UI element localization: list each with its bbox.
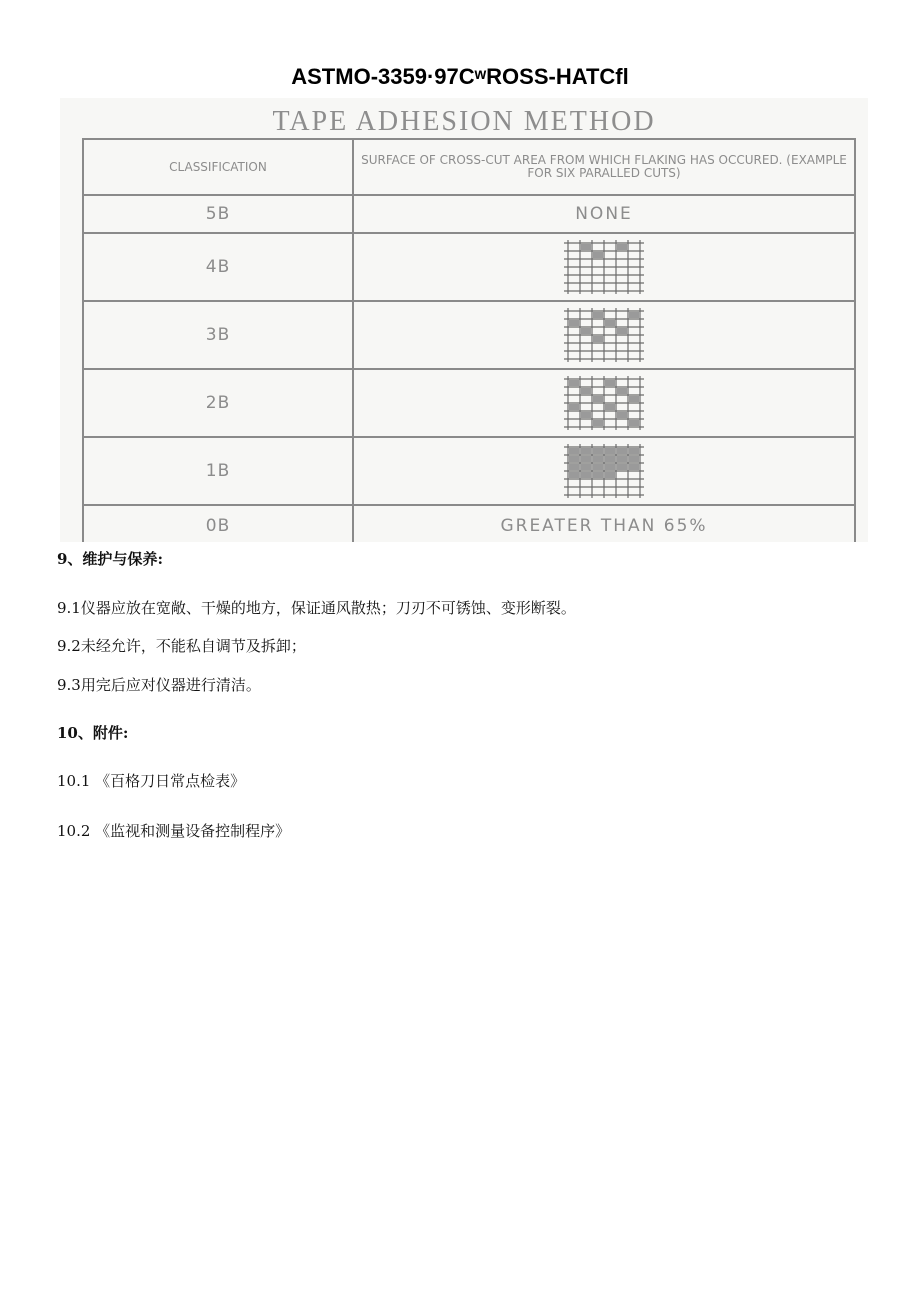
document-title: ASTMO-3359·97CʷROSS-HATCfl xyxy=(291,64,629,89)
section-9-heading: 9、维护与保养: xyxy=(57,550,163,568)
crosshatch-grid-icon xyxy=(562,237,646,297)
crosshatch-grid-icon xyxy=(562,373,646,433)
section-10-heading: 10、附件: xyxy=(57,724,129,742)
table-row xyxy=(83,301,855,369)
surface-cell xyxy=(353,301,855,369)
surface-cell xyxy=(353,437,855,505)
table-row xyxy=(83,437,855,505)
header-classification: CLASSIFICATION xyxy=(83,139,353,195)
table-row xyxy=(83,369,855,437)
crosshatch-grid-icon xyxy=(562,305,646,365)
table-row xyxy=(83,505,855,542)
section-9-3: 9.3用完后应对仪器进行清洁。 xyxy=(57,676,261,694)
crosshatch-grid-icon xyxy=(562,441,646,501)
tape-adhesion-table xyxy=(82,138,856,542)
section-10-1: 10.1 《百格刀日常点检表》 xyxy=(57,772,246,790)
classification-cell: 3B xyxy=(83,301,353,369)
table-row xyxy=(83,195,855,233)
classification-cell: 2B xyxy=(83,369,353,437)
section-10-2: 10.2 《监视和测量设备控制程序》 xyxy=(57,822,291,840)
table-row xyxy=(83,233,855,301)
header-surface: SURFACE OF CROSS-CUT AREA FROM WHICH FLAKING HAS OCCURED. (EXAMPLE FOR SIX PARALLED CUTS) xyxy=(353,139,855,195)
section-9-2: 9.2未经允许，不能私自调节及拆卸； xyxy=(57,637,306,655)
classification-cell: 4B xyxy=(83,233,353,301)
surface-cell xyxy=(353,369,855,437)
tape-adhesion-scan xyxy=(60,98,868,542)
table-header-row xyxy=(83,139,855,195)
surface-cell: NONE xyxy=(353,195,855,233)
classification-cell: 1B xyxy=(83,437,353,505)
classification-cell: 5B xyxy=(83,195,353,233)
section-9-1: 9.1仪器应放在宽敞、干燥的地方，保证通风散热；刀刃不可锈蚀、变形断裂。 xyxy=(57,599,576,617)
scan-title: TAPE ADHESION METHOD xyxy=(272,106,656,137)
surface-cell: GREATER THAN 65% xyxy=(353,505,855,542)
classification-cell: 0B xyxy=(83,505,353,542)
surface-cell xyxy=(353,233,855,301)
